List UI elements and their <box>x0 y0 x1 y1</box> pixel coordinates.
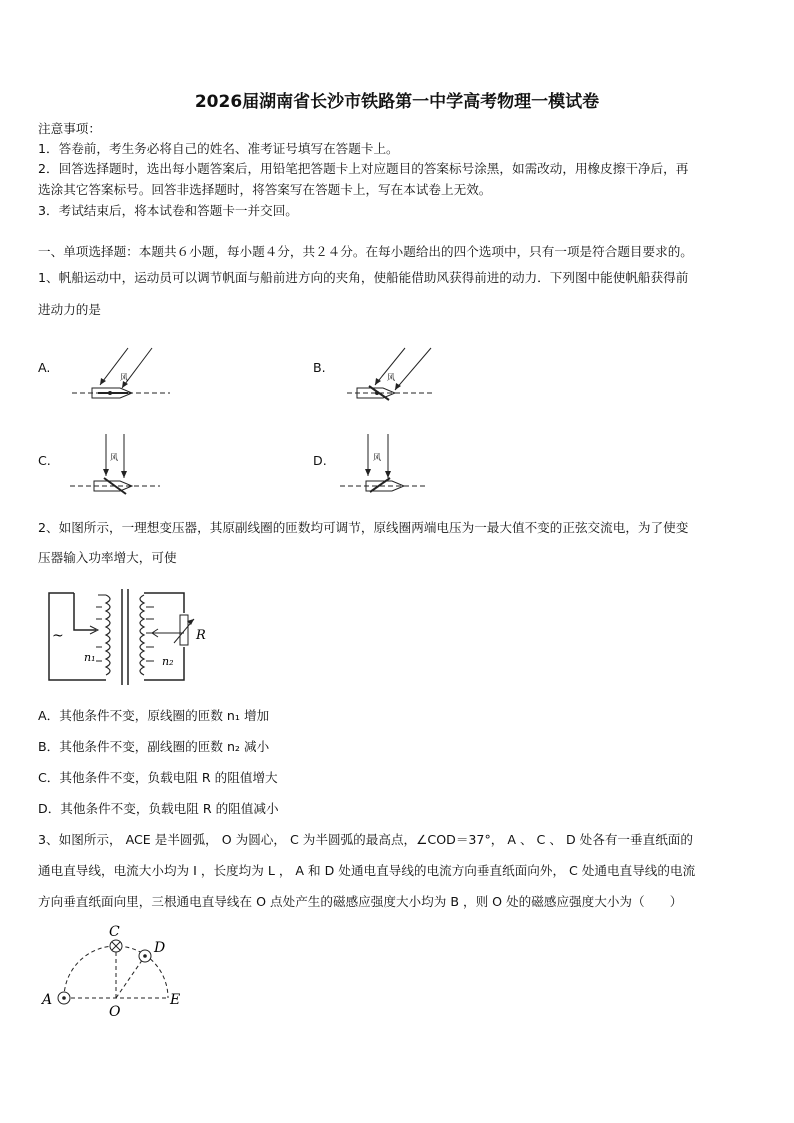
notice-item-1: 1．答卷前，考生务必将自己的姓名、准考证号填写在答题卡上。 <box>38 141 399 156</box>
point-o-label: O <box>109 1004 121 1020</box>
n1-label: n₁ <box>84 651 96 664</box>
notice-heading: 注意事项： <box>38 121 101 136</box>
q2-option-d: D．其他条件不变，负载电阻 R 的阻值减小 <box>38 801 279 816</box>
q1-figure-c <box>68 430 168 500</box>
wind-label-b: 风 <box>387 373 395 382</box>
resistor-label: R <box>196 628 206 643</box>
ac-source-label: ~ <box>52 628 64 644</box>
q1-figure-a <box>70 340 180 405</box>
notice-item-2: 2．回答选择题时，选出每小题答案后，用铅笔把答题卡上对应题目的答案标号涂黑，如需改动，用橡皮擦干净后，再 <box>38 161 689 176</box>
point-a-label: A <box>42 992 53 1008</box>
q3-text-line2: 通电直导线，电流大小均为 I ，长度均为 L ， A 和 D 处通电直导线的电流方向垂直纸面向外， C 处通电直导线的电流 <box>38 863 696 878</box>
q2-option-b: B．其他条件不变，副线圈的匝数 n₂ 减小 <box>38 739 270 754</box>
q1-figure-b <box>345 340 455 405</box>
point-c-label: C <box>109 924 120 940</box>
q1-figure-d <box>338 430 438 500</box>
wind-label-d: 风 <box>373 453 381 462</box>
q1-option-a-label: A. <box>38 360 51 375</box>
q2-option-a: A．其他条件不变，原线圈的匝数 n₁ 增加 <box>38 708 270 723</box>
section-heading: 一、单项选择题：本题共６小题，每小题４分，共２４分。在每小题给出的四个选项中，只有一项是符合题目要求的。 <box>38 244 693 259</box>
page-title: 2026届湖南省长沙市铁路第一中学高考物理一模试卷 <box>194 92 600 112</box>
wind-label-a: 风 <box>120 373 128 382</box>
q1-text-line2: 进动力的是 <box>38 302 101 317</box>
q1-option-b-label: B. <box>313 360 326 375</box>
point-e-label: E <box>170 992 181 1008</box>
q2-text-line1: 2、如图所示，一理想变压器，其原副线圈的匝数均可调节，原线圈两端电压为一最大值不变的正弦交流电，为了使变 <box>38 520 689 535</box>
notice-item-2-cont: 选涂其它答案标号。回答非选择题时，将答案写在答题卡上，写在本试卷上无效。 <box>38 182 492 197</box>
q2-option-c: C．其他条件不变，负载电阻 R 的阻值增大 <box>38 770 278 785</box>
q1-option-c-label: C. <box>38 453 51 468</box>
q2-transformer-figure <box>44 585 224 690</box>
point-d-label: D <box>154 940 166 956</box>
wind-label-c: 风 <box>110 453 118 462</box>
q2-text-line2: 压器输入功率增大，可使 <box>38 550 177 565</box>
q1-option-d-label: D. <box>313 453 327 468</box>
n2-label: n₂ <box>162 655 174 668</box>
q1-text-line1: 1、帆船运动中，运动员可以调节帆面与船前进方向的夹角，使船能借助风获得前进的动力．下列图中能使帆船获得前 <box>38 270 689 285</box>
q3-text-line3: 方向垂直纸面向里，三根通电直导线在 O 点处产生的磁感应强度大小均为 B ，则 O 处的磁感应强度大小为（ ） <box>38 894 683 909</box>
notice-item-3: 3．考试结束后，将本试卷和答题卡一并交回。 <box>38 203 298 218</box>
q3-text-line1: 3、如图所示， ACE 是半圆弧， O 为圆心， C 为半圆弧的最高点，∠COD＝37°， A 、 C 、 D 处各有一垂直纸面的 <box>38 832 693 847</box>
q3-semicircle-figure <box>36 922 196 1022</box>
